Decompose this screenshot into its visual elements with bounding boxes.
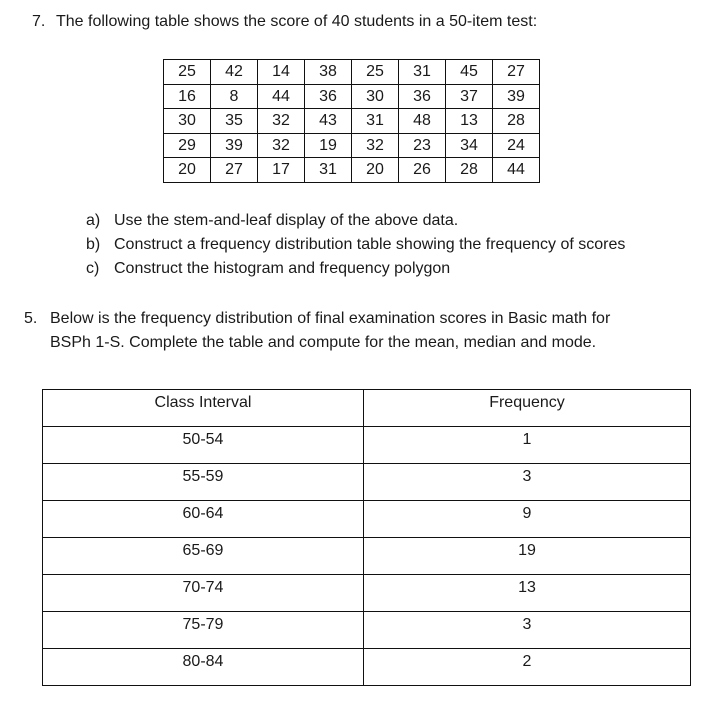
frequency-cell: 19 <box>364 538 691 575</box>
score-cell: 31 <box>305 158 352 183</box>
question-7-subquestions <box>86 209 625 281</box>
question-7-prompt <box>32 12 537 32</box>
table-row <box>43 427 691 464</box>
header-frequency: Frequency <box>364 390 691 427</box>
table-row <box>164 84 540 109</box>
score-cell: 16 <box>164 84 211 109</box>
frequency-cell: 9 <box>364 501 691 538</box>
class-interval-cell: 60-64 <box>43 501 364 538</box>
score-cell: 42 <box>211 60 258 85</box>
question-7-text: The following table shows the score of 40 students in a 50-item test: <box>56 13 538 30</box>
frequency-cell: 2 <box>364 649 691 686</box>
score-cell: 17 <box>258 158 305 183</box>
score-cell: 30 <box>164 109 211 134</box>
question-5-number: 5. <box>24 310 38 327</box>
score-cell: 20 <box>164 158 211 183</box>
score-cell: 31 <box>399 60 446 85</box>
score-cell: 30 <box>352 84 399 109</box>
score-cell: 36 <box>399 84 446 109</box>
score-cell: 29 <box>164 133 211 158</box>
subquestion-a <box>86 209 625 233</box>
frequency-cell: 13 <box>364 575 691 612</box>
score-cell: 32 <box>258 109 305 134</box>
class-interval-cell: 55-59 <box>43 464 364 501</box>
table-row <box>164 109 540 134</box>
score-cell: 44 <box>493 158 540 183</box>
table-row <box>43 501 691 538</box>
score-cell: 39 <box>211 133 258 158</box>
score-cell: 36 <box>305 84 352 109</box>
score-cell: 32 <box>258 133 305 158</box>
score-cell: 25 <box>352 60 399 85</box>
score-cell: 8 <box>211 84 258 109</box>
score-cell: 31 <box>352 109 399 134</box>
frequency-distribution-table <box>42 389 691 686</box>
score-cell: 27 <box>493 60 540 85</box>
class-interval-cell: 80-84 <box>43 649 364 686</box>
score-cell: 48 <box>399 109 446 134</box>
subquestion-letter: b) <box>86 236 101 253</box>
subquestion-text: Use the stem-and-leaf display of the above data. <box>114 212 459 229</box>
score-cell: 26 <box>399 158 446 183</box>
table-row <box>43 575 691 612</box>
subquestion-c <box>86 257 625 281</box>
table-row <box>43 464 691 501</box>
score-cell: 23 <box>399 133 446 158</box>
table-row <box>43 649 691 686</box>
score-cell: 27 <box>211 158 258 183</box>
question-5-text-1: Below is the frequency distribution of final examination scores in Basic math for <box>50 310 611 327</box>
score-cell: 20 <box>352 158 399 183</box>
score-cell: 13 <box>446 109 493 134</box>
table-row <box>43 538 691 575</box>
question-5-line-1 <box>24 307 610 331</box>
score-cell: 35 <box>211 109 258 134</box>
score-cell: 28 <box>446 158 493 183</box>
subquestion-text: Construct a frequency distribution table showing the frequency of scores <box>114 236 626 253</box>
frequency-cell: 3 <box>364 612 691 649</box>
score-cell: 37 <box>446 84 493 109</box>
question-5-line-2: BSPh 1-S. Complete the table and compute for the mean, median and mode. <box>50 334 597 351</box>
table-row <box>43 612 691 649</box>
score-cell: 14 <box>258 60 305 85</box>
score-cell: 24 <box>493 133 540 158</box>
score-cell: 32 <box>352 133 399 158</box>
subquestion-letter: a) <box>86 212 101 229</box>
class-interval-cell: 70-74 <box>43 575 364 612</box>
score-cell: 39 <box>493 84 540 109</box>
table-header-row <box>43 390 691 427</box>
score-cell: 34 <box>446 133 493 158</box>
table-row <box>164 60 540 85</box>
subquestion-b <box>86 233 625 257</box>
header-class-interval: Class Interval <box>43 390 364 427</box>
class-interval-cell: 50-54 <box>43 427 364 464</box>
score-cell: 25 <box>164 60 211 85</box>
score-cell: 19 <box>305 133 352 158</box>
table-row <box>164 133 540 158</box>
question-7-number: 7. <box>32 13 46 30</box>
table-row <box>164 158 540 183</box>
score-cell: 45 <box>446 60 493 85</box>
class-interval-cell: 75-79 <box>43 612 364 649</box>
subquestion-letter: c) <box>86 260 100 277</box>
score-cell: 43 <box>305 109 352 134</box>
subquestion-text: Construct the histogram and frequency polygon <box>114 260 451 277</box>
scores-table <box>163 59 540 183</box>
score-cell: 38 <box>305 60 352 85</box>
frequency-cell: 1 <box>364 427 691 464</box>
frequency-cell: 3 <box>364 464 691 501</box>
score-cell: 28 <box>493 109 540 134</box>
class-interval-cell: 65-69 <box>43 538 364 575</box>
score-cell: 44 <box>258 84 305 109</box>
question-5-prompt <box>24 307 610 355</box>
